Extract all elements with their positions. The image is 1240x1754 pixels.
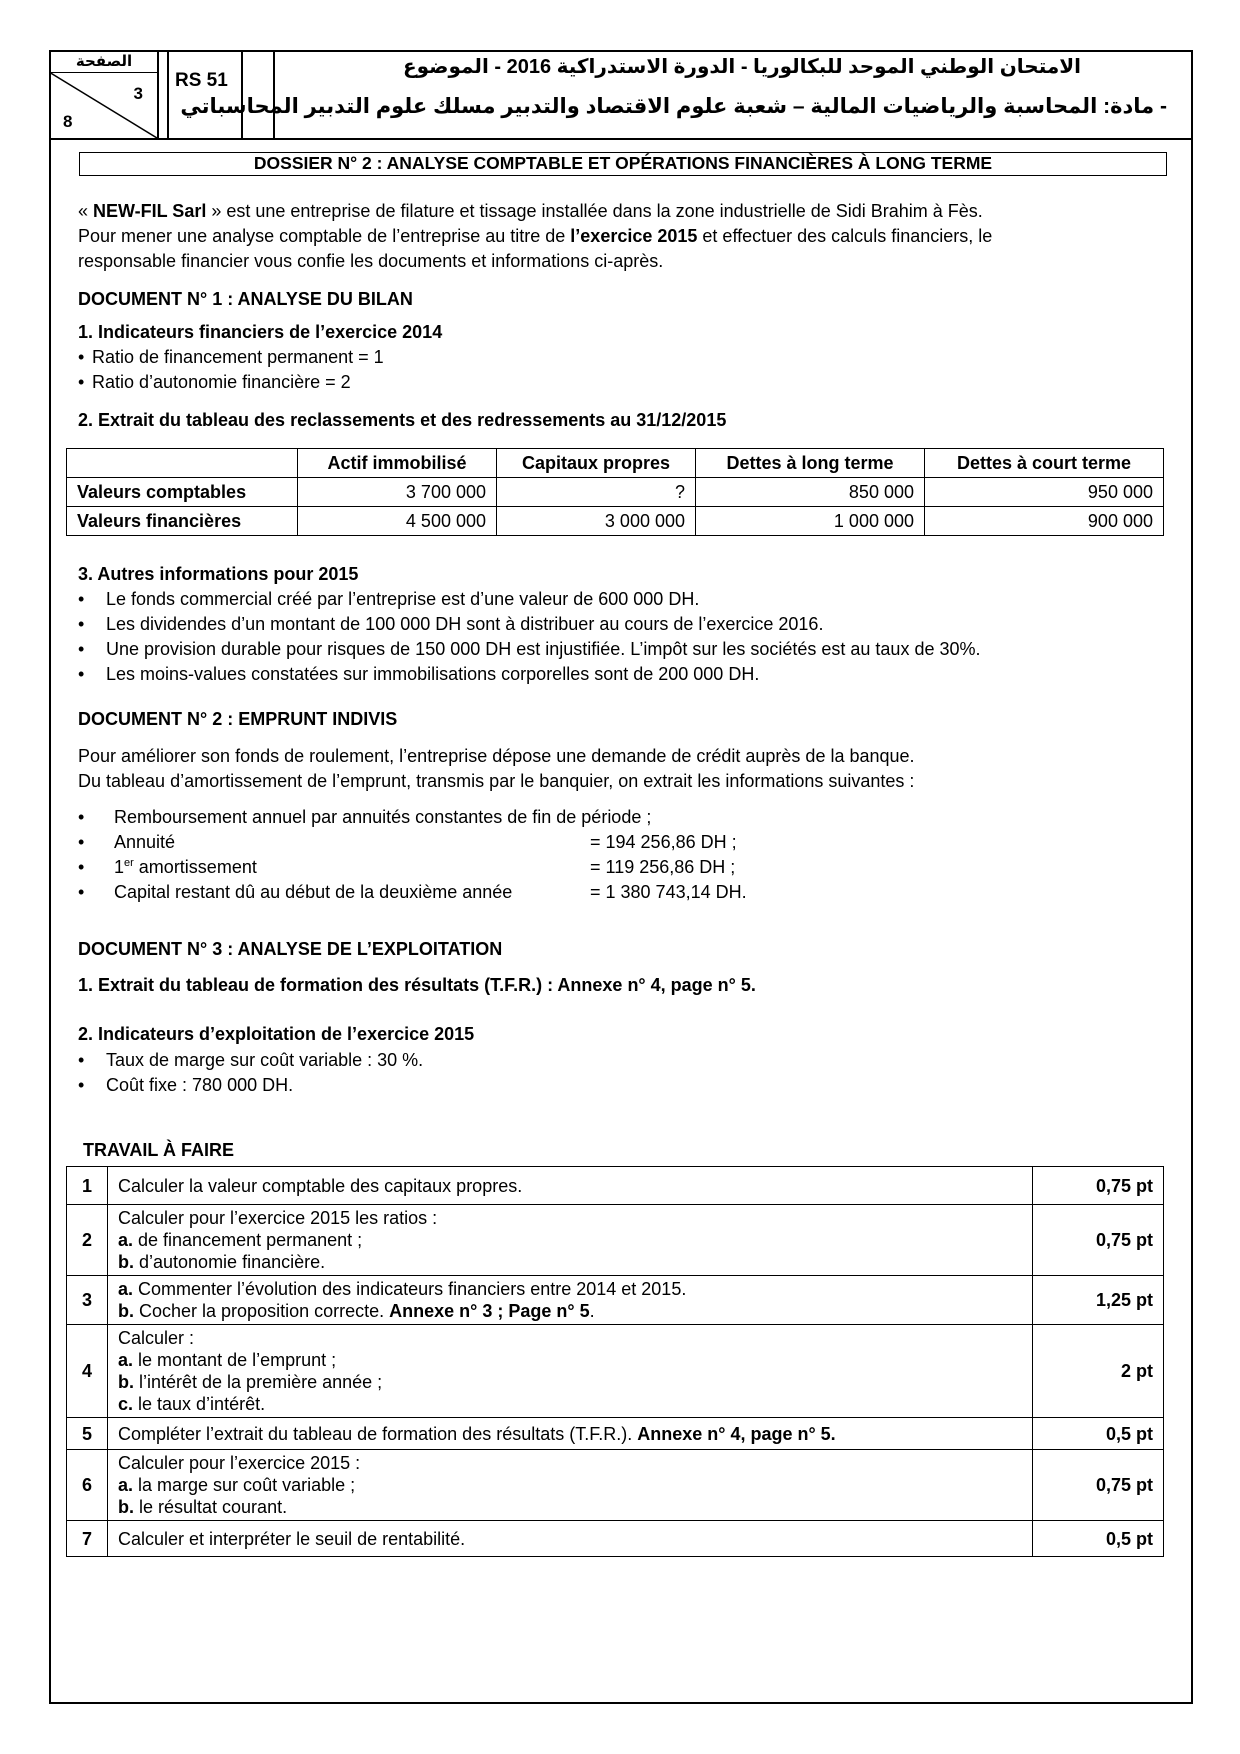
loan-item: Remboursement annuel par annuités constantes de fin de période ; xyxy=(114,807,652,827)
exam-header xyxy=(49,50,1193,140)
table-cell: ? xyxy=(497,478,696,507)
bilan-table xyxy=(66,448,1164,536)
loan-item-label: Capital restant dû au début de la deuxième année xyxy=(114,882,513,902)
col-header: Dettes à court terme xyxy=(925,449,1164,478)
table-cell: 3 700 000 xyxy=(298,478,497,507)
doc1-s2-title: 2. Extrait du tableau des reclassements et des redressements au 31/12/2015 xyxy=(78,410,727,430)
table-row xyxy=(67,1167,1164,1205)
doc1-title: DOCUMENT N° 1 : ANALYSE DU BILAN xyxy=(78,289,413,309)
table-header-row xyxy=(67,449,1164,478)
page-number-box xyxy=(49,50,159,138)
row-label: Valeurs financières xyxy=(67,507,298,536)
company-name: NEW-FIL Sarl xyxy=(93,201,207,221)
travail-title: TRAVAIL À FAIRE xyxy=(83,1140,235,1160)
table-row xyxy=(67,1325,1164,1418)
table-cell: 1 000 000 xyxy=(696,507,925,536)
loan-item-value: = 119 256,86 DH ; xyxy=(590,857,736,877)
table-row xyxy=(67,1450,1164,1521)
col-header: Dettes à long terme xyxy=(696,449,925,478)
task-number: 3 xyxy=(67,1276,108,1325)
table-cell: 950 000 xyxy=(925,478,1164,507)
table-row xyxy=(67,1418,1164,1450)
table-cell: 900 000 xyxy=(925,507,1164,536)
col-header: Actif immobilisé xyxy=(298,449,497,478)
exam-title: الامتحان الوطني الموحد للبكالوريا - الدورة الاستدراكية 2016 - الموضوع xyxy=(402,56,1081,78)
loan-item-value: = 194 256,86 DH ; xyxy=(590,832,737,852)
list-item: • Taux de marge sur coût variable : 30 %. xyxy=(78,1050,424,1070)
task-text: Calculer la valeur comptable des capitaux propres. xyxy=(108,1167,1033,1205)
task-text: Compléter l’extrait du tableau de formation des résultats (T.F.R.). Annexe n° 4, page n° 5. xyxy=(108,1418,1033,1450)
page-number: 3 xyxy=(133,84,143,103)
list-item: • Ratio d’autonomie financière = 2 xyxy=(78,372,351,392)
doc2-paragraph-1: Pour améliorer son fonds de roulement, l’entreprise dépose une demande de crédit auprès de la banque. xyxy=(78,746,915,766)
task-text: Calculer et interpréter le seuil de rentabilité. xyxy=(108,1521,1033,1557)
table-row xyxy=(67,507,1164,536)
task-text: Calculer : a. le montant de l’emprunt ; b. l’intérêt de la première année ; c. le taux d’intérêt. xyxy=(108,1325,1033,1418)
intro-line-2: Pour mener une analyse comptable de l’entreprise au titre de l’exercice 2015 et effectuer des calculs financiers, le xyxy=(78,226,993,246)
doc3-title: DOCUMENT N° 3 : ANALYSE DE L’EXPLOITATION xyxy=(78,939,503,959)
task-points: 0,75 pt xyxy=(1033,1167,1164,1205)
task-number: 6 xyxy=(67,1450,108,1521)
page-label: الصفحة xyxy=(75,53,133,70)
list-item: • Les moins-values constatées sur immobilisations corporelles sont de 200 000 DH. xyxy=(78,664,760,684)
dossier-title: DOSSIER N° 2 : ANALYSE COMPTABLE ET OPÉRATIONS FINANCIÈRES À LONG TERME xyxy=(79,152,1167,176)
table-cell: 3 000 000 xyxy=(497,507,696,536)
doc1-s3-title: 3. Autres informations pour 2015 xyxy=(78,564,359,584)
table-row xyxy=(67,478,1164,507)
task-points: 0,5 pt xyxy=(1033,1418,1164,1450)
doc3-s1: 1. Extrait du tableau de formation des résultats (T.F.R.) : Annexe n° 4, page n° 5. xyxy=(78,975,756,995)
intro-line-3: responsable financier vous confie les documents et informations ci-après. xyxy=(78,251,664,271)
loan-item-label: Annuité xyxy=(114,832,176,852)
task-points: 0,5 pt xyxy=(1033,1521,1164,1557)
table-row xyxy=(67,1521,1164,1557)
table-row xyxy=(67,1205,1164,1276)
task-number: 4 xyxy=(67,1325,108,1418)
task-points: 0,75 pt xyxy=(1033,1450,1164,1521)
task-number: 2 xyxy=(67,1205,108,1276)
task-text: Calculer pour l’exercice 2015 les ratios : a. de financement permanent ; b. d’autonomie financière. xyxy=(108,1205,1033,1276)
col-header: Capitaux propres xyxy=(497,449,696,478)
loan-item-label: 1er amortissement xyxy=(114,857,257,877)
list-item: • Les dividendes d’un montant de 100 000 DH sont à distribuer au cours de l’exercice 2016. xyxy=(78,614,824,634)
doc2-paragraph-2: Du tableau d’amortissement de l’emprunt, transmis par le banquier, on extrait les informations suivantes : xyxy=(78,771,915,791)
task-number: 5 xyxy=(67,1418,108,1450)
task-text: Calculer pour l’exercice 2015 : a. la marge sur coût variable ; b. le résultat courant. xyxy=(108,1450,1033,1521)
task-points: 0,75 pt xyxy=(1033,1205,1164,1276)
doc1-s1-title: 1. Indicateurs financiers de l’exercice 2014 xyxy=(78,322,443,342)
loan-item-value: = 1 380 743,14 DH. xyxy=(590,882,747,902)
doc2-title: DOCUMENT N° 2 : EMPRUNT INDIVIS xyxy=(78,709,398,729)
list-item: • Une provision durable pour risques de 150 000 DH est injustifiée. L’impôt sur les sociétés est au taux de 30%. xyxy=(78,639,981,659)
page-total: 8 xyxy=(63,112,73,131)
list-item: • Coût fixe : 780 000 DH. xyxy=(78,1075,294,1095)
list-item: • Ratio de financement permanent = 1 xyxy=(78,347,384,367)
list-item: • Le fonds commercial créé par l’entreprise est d’une valeur de 600 000 DH. xyxy=(78,589,700,609)
travail-table xyxy=(66,1166,1164,1557)
task-number: 1 xyxy=(67,1167,108,1205)
exam-subject: - مادة: المحاسبة والرياضيات المالية – شعبة علوم الاقتصاد والتدبير مسلك علوم التدبير المحاسباتي xyxy=(180,95,1167,118)
doc3-s2-title: 2. Indicateurs d’exploitation de l’exercice 2015 xyxy=(78,1024,475,1044)
task-number: 7 xyxy=(67,1521,108,1557)
row-label: Valeurs comptables xyxy=(67,478,298,507)
subject-code: RS 51 xyxy=(175,70,228,91)
task-points: 1,25 pt xyxy=(1033,1276,1164,1325)
intro-line-1: « NEW-FIL Sarl » est une entreprise de filature et tissage installée dans la zone industrielle de Sidi Brahim à Fès. xyxy=(78,201,983,221)
table-cell: 4 500 000 xyxy=(298,507,497,536)
table-cell: 850 000 xyxy=(696,478,925,507)
task-text: a. Commenter l’évolution des indicateurs financiers entre 2014 et 2015. b. Cocher la proposition correcte. Annexe n° 3 ; Page n° 5. xyxy=(108,1276,1033,1325)
table-row xyxy=(67,1276,1164,1325)
task-points: 2 pt xyxy=(1033,1325,1164,1418)
